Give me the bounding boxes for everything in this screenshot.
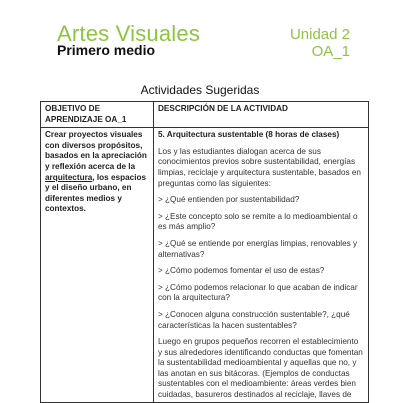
- activity-question: > ¿Conocen alguna construcción sustentable?, ¿qué características la hacen sustentables?: [158, 309, 350, 330]
- objective-text-start: Crear proyectos visuales con diversos propósitos, basados en la apreciación y reflexión acerca de la: [45, 130, 147, 171]
- unit-label: Unidad 2: [289, 26, 350, 43]
- section-title: Actividades Sugeridas: [140, 83, 260, 97]
- activity-question: > ¿Qué se entiende por energías limpias, renovables y alternativas?: [158, 238, 358, 259]
- activities-table: [40, 101, 369, 403]
- table-header-row: [41, 102, 369, 128]
- description-cell: [154, 128, 369, 403]
- description-content: [158, 130, 364, 400]
- activity-question: > ¿Este concepto solo se remite a lo medioambiental o es más amplio?: [158, 211, 358, 232]
- description-column-header: DESCRIPCIÓN DE LA ACTIVIDAD: [154, 102, 369, 128]
- activity-paragraph: Luego en grupos pequeños recorren el establecimiento y sus alrededores identificando conductas que fomentan la sustentabilidad medioambiental y aquellas que no, y las anotan en sus bitácoras. (Ejemplos de conductas sustentables con el medioambiente: áreas verdes bien cuidadas, basureros destinados al reciclaje, llaves de: [158, 337, 363, 400]
- document-header: [0, 0, 400, 70]
- activity-question: > ¿Cómo podemos relacionar lo que acaban de indicar con la arquitectura?: [158, 282, 358, 303]
- objective-cell: [41, 128, 154, 403]
- activity-question: > ¿Qué entienden por sustentabilidad?: [158, 195, 300, 205]
- activity-question: > ¿Cómo podemos fomentar el uso de estas?: [158, 266, 325, 276]
- activity-paragraph: Los y las estudiantes dialogan acerca de sus conocimientos previos sobre sustentabilidad, energías limpias, reciclaje y arquitectura sustentable, basados en preguntas como las siguientes:: [158, 146, 361, 188]
- table-row: [41, 128, 369, 403]
- objective-link-arquitectura: arquitectura: [45, 172, 93, 182]
- grade-subtitle: Primero medio: [57, 42, 156, 58]
- objective-text: [45, 130, 149, 215]
- objective-column-header: OBJETIVO DE APRENDIZAJE OA_1: [41, 102, 154, 128]
- activity-title: 5. Arquitectura sustentable (8 horas de clases): [158, 130, 340, 140]
- objective-text-end: , los espacios y el diseño urbano, en diferentes medios y contextos.: [45, 172, 147, 214]
- objective-code: OA_1: [311, 43, 350, 60]
- subject-title: Artes Visuales: [57, 21, 201, 46]
